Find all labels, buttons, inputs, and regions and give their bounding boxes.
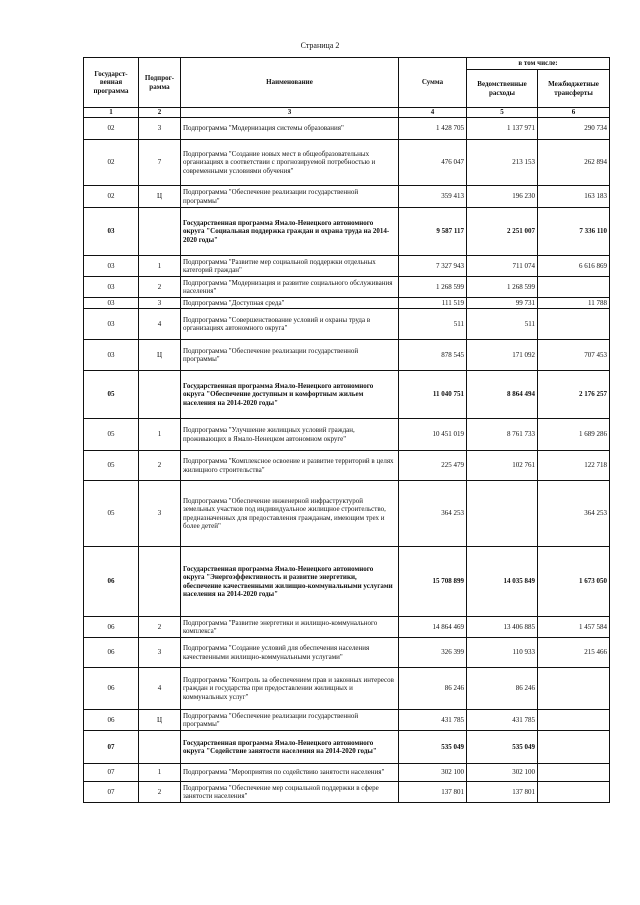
departmental-amount: 86 246 xyxy=(467,668,538,710)
departmental-amount: 535 049 xyxy=(467,731,538,764)
subprogram-code: 7 xyxy=(139,140,181,186)
transfer-amount: 1 457 584 xyxy=(538,617,610,638)
subprogram-code xyxy=(139,208,181,256)
departmental-amount: 137 801 xyxy=(467,782,538,803)
subprogram-row xyxy=(84,309,610,340)
item-name: Подпрограмма "Модернизация и развитие социального обслуживания населения" xyxy=(181,277,399,298)
transfer-amount: 7 336 110 xyxy=(538,208,610,256)
program-code: 07 xyxy=(84,764,139,782)
program-code: 06 xyxy=(84,547,139,617)
transfer-amount: 6 616 869 xyxy=(538,256,610,277)
subprogram-code xyxy=(139,547,181,617)
program-code: 06 xyxy=(84,617,139,638)
program-code: 07 xyxy=(84,731,139,764)
total-amount: 225 479 xyxy=(399,451,467,481)
header-sum: Сумма xyxy=(399,58,467,108)
item-name: Подпрограмма "Улучшение жилищных условий граждан, проживающих в Ямало-Ненецком автономном округе" xyxy=(181,419,399,451)
subprogram-row xyxy=(84,298,610,309)
departmental-amount: 171 092 xyxy=(467,340,538,371)
total-amount: 476 047 xyxy=(399,140,467,186)
item-name: Подпрограмма "Комплексное освоение и развитие территорий в целях жилищного строительства" xyxy=(181,451,399,481)
subprogram-row xyxy=(84,277,610,298)
transfer-amount xyxy=(538,710,610,731)
item-name: Подпрограмма "Модернизация системы образования" xyxy=(181,118,399,140)
item-name: Подпрограмма "Создание условий для обеспечения населения качественными жилищно-коммунальными услугами" xyxy=(181,638,399,668)
subprogram-code: 3 xyxy=(139,118,181,140)
subprogram-code: 2 xyxy=(139,782,181,803)
item-name: Подпрограмма "Контроль за обеспечением прав и законных интересов граждан и государства при предоставлении жилищных и коммунальных услуг" xyxy=(181,668,399,710)
total-amount: 15 708 899 xyxy=(399,547,467,617)
item-name: Подпрограмма "Создание новых мест в общеобразовательных организациях в соответствии с прогнозируемой потребностью и современными условиями обучения" xyxy=(181,140,399,186)
budget-table xyxy=(83,57,610,803)
subprogram-row xyxy=(84,638,610,668)
subprogram-code: Ц xyxy=(139,340,181,371)
total-amount: 7 327 943 xyxy=(399,256,467,277)
departmental-amount: 431 785 xyxy=(467,710,538,731)
item-name: Подпрограмма "Доступная среда" xyxy=(181,298,399,309)
subprogram-code: 1 xyxy=(139,419,181,451)
item-name: Подпрограмма "Развитие энергетики и жилищно-коммунального комплекса" xyxy=(181,617,399,638)
total-amount: 111 519 xyxy=(399,298,467,309)
subprogram-code: 3 xyxy=(139,638,181,668)
program-code: 02 xyxy=(84,118,139,140)
subprogram-row xyxy=(84,340,610,371)
total-amount: 14 864 469 xyxy=(399,617,467,638)
subprogram-row xyxy=(84,668,610,710)
transfer-amount xyxy=(538,668,610,710)
subprogram-code: 1 xyxy=(139,764,181,782)
departmental-amount: 2 251 007 xyxy=(467,208,538,256)
column-index: 6 xyxy=(538,108,610,118)
program-code: 05 xyxy=(84,481,139,547)
item-name: Подпрограмма "Мероприятия по содействию занятости населения" xyxy=(181,764,399,782)
item-name: Подпрограмма "Обеспечение реализации государственной программы" xyxy=(181,340,399,371)
header-subprogram: Подпрог-рамма xyxy=(139,58,181,108)
departmental-amount: 8 761 733 xyxy=(467,419,538,451)
total-amount: 1 428 705 xyxy=(399,118,467,140)
item-name: Подпрограмма "Совершенствование условий и охраны труда в организациях автономного округа" xyxy=(181,309,399,340)
total-amount: 302 100 xyxy=(399,764,467,782)
subprogram-row xyxy=(84,186,610,208)
header-including: в том числе: xyxy=(467,58,610,70)
transfer-amount xyxy=(538,309,610,340)
item-name: Государственная программа Ямало-Ненецкого автономного округа "Энергоэффективность и развитие энергетики, обеспечение качественными жилищно-коммунальными услугами населения на 2014-2020 годы" xyxy=(181,547,399,617)
total-amount: 511 xyxy=(399,309,467,340)
program-code: 02 xyxy=(84,140,139,186)
column-index: 3 xyxy=(181,108,399,118)
column-index: 5 xyxy=(467,108,538,118)
subprogram-row xyxy=(84,710,610,731)
page-number: Страница 2 xyxy=(300,41,340,50)
subprogram-code: 3 xyxy=(139,298,181,309)
header-name: Наименование xyxy=(181,58,399,108)
program-code: 07 xyxy=(84,782,139,803)
transfer-amount xyxy=(538,764,610,782)
header-program: Государст-венная программа xyxy=(84,58,139,108)
total-amount: 1 268 599 xyxy=(399,277,467,298)
item-name: Подпрограмма "Обеспечение реализации государственной программы" xyxy=(181,186,399,208)
total-amount: 9 587 117 xyxy=(399,208,467,256)
item-name: Государственная программа Ямало-Ненецкого автономного округа "Социальная поддержка граждан и охрана труда на 2014-2020 годы" xyxy=(181,208,399,256)
item-name: Подпрограмма "Обеспечение инженерной инфраструктурой земельных участков под индивидуальное жилищное строительство, предназначенных для предоставления гражданам, имеющим трех и более детей" xyxy=(181,481,399,547)
transfer-amount xyxy=(538,277,610,298)
departmental-amount: 1 137 971 xyxy=(467,118,538,140)
program-code: 03 xyxy=(84,256,139,277)
total-amount: 878 545 xyxy=(399,340,467,371)
table-body xyxy=(84,118,610,803)
subprogram-code: 2 xyxy=(139,617,181,638)
program-code: 03 xyxy=(84,309,139,340)
subprogram-row xyxy=(84,451,610,481)
transfer-amount: 1 673 050 xyxy=(538,547,610,617)
program-code: 02 xyxy=(84,186,139,208)
subprogram-code: 3 xyxy=(139,481,181,547)
departmental-amount: 511 xyxy=(467,309,538,340)
total-amount: 326 399 xyxy=(399,638,467,668)
program-code: 06 xyxy=(84,710,139,731)
departmental-amount xyxy=(467,481,538,547)
transfer-amount: 2 176 257 xyxy=(538,371,610,419)
subprogram-row xyxy=(84,419,610,451)
header-transfers: Межбюджетные трансферты xyxy=(538,70,610,108)
total-amount: 10 451 019 xyxy=(399,419,467,451)
total-amount: 535 049 xyxy=(399,731,467,764)
subprogram-code xyxy=(139,371,181,419)
subprogram-row xyxy=(84,118,610,140)
program-row xyxy=(84,208,610,256)
subprogram-code: 2 xyxy=(139,451,181,481)
program-row xyxy=(84,371,610,419)
column-index: 2 xyxy=(139,108,181,118)
transfer-amount xyxy=(538,731,610,764)
subprogram-code: Ц xyxy=(139,186,181,208)
item-name: Подпрограмма "Обеспечение мер социальной поддержки в сфере занятости населения" xyxy=(181,782,399,803)
subprogram-row xyxy=(84,256,610,277)
departmental-amount: 8 864 494 xyxy=(467,371,538,419)
item-name: Государственная программа Ямало-Ненецкого автономного округа "Обеспечение доступным и комфортным жильем населения на 2014-2020 годы" xyxy=(181,371,399,419)
departmental-amount: 110 933 xyxy=(467,638,538,668)
total-amount: 431 785 xyxy=(399,710,467,731)
subprogram-row xyxy=(84,617,610,638)
transfer-amount: 364 253 xyxy=(538,481,610,547)
subprogram-row xyxy=(84,764,610,782)
departmental-amount: 102 761 xyxy=(467,451,538,481)
program-code: 06 xyxy=(84,638,139,668)
item-name: Подпрограмма "Развитие мер социальной поддержки отдельных категорий граждан" xyxy=(181,256,399,277)
departmental-amount: 13 406 885 xyxy=(467,617,538,638)
transfer-amount: 707 453 xyxy=(538,340,610,371)
item-name: Подпрограмма "Обеспечение реализации государственной программы" xyxy=(181,710,399,731)
transfer-amount: 215 466 xyxy=(538,638,610,668)
total-amount: 86 246 xyxy=(399,668,467,710)
transfer-amount: 290 734 xyxy=(538,118,610,140)
program-code: 06 xyxy=(84,668,139,710)
program-code: 03 xyxy=(84,298,139,309)
transfer-amount xyxy=(538,782,610,803)
subprogram-row xyxy=(84,481,610,547)
column-index: 4 xyxy=(399,108,467,118)
program-row xyxy=(84,547,610,617)
transfer-amount: 262 894 xyxy=(538,140,610,186)
subprogram-code: 4 xyxy=(139,309,181,340)
departmental-amount: 302 100 xyxy=(467,764,538,782)
program-code: 05 xyxy=(84,371,139,419)
total-amount: 364 253 xyxy=(399,481,467,547)
departmental-amount: 196 230 xyxy=(467,186,538,208)
subprogram-code xyxy=(139,731,181,764)
total-amount: 11 040 751 xyxy=(399,371,467,419)
departmental-amount: 1 268 599 xyxy=(467,277,538,298)
item-name: Государственная программа Ямало-Ненецкого автономного округа "Содействие занятости населения на 2014-2020 годы" xyxy=(181,731,399,764)
subprogram-row xyxy=(84,140,610,186)
subprogram-code: Ц xyxy=(139,710,181,731)
departmental-amount: 14 035 849 xyxy=(467,547,538,617)
total-amount: 137 801 xyxy=(399,782,467,803)
column-index: 1 xyxy=(84,108,139,118)
program-row xyxy=(84,731,610,764)
departmental-amount: 711 074 xyxy=(467,256,538,277)
program-code: 05 xyxy=(84,451,139,481)
program-code: 03 xyxy=(84,208,139,256)
subprogram-code: 4 xyxy=(139,668,181,710)
subprogram-code: 2 xyxy=(139,277,181,298)
program-code: 03 xyxy=(84,340,139,371)
transfer-amount: 11 788 xyxy=(538,298,610,309)
program-code: 05 xyxy=(84,419,139,451)
departmental-amount: 99 731 xyxy=(467,298,538,309)
transfer-amount: 1 689 286 xyxy=(538,419,610,451)
transfer-amount: 122 718 xyxy=(538,451,610,481)
subprogram-row xyxy=(84,782,610,803)
departmental-amount: 213 153 xyxy=(467,140,538,186)
subprogram-code: 1 xyxy=(139,256,181,277)
header-departmental: Ведомственные расходы xyxy=(467,70,538,108)
total-amount: 359 413 xyxy=(399,186,467,208)
program-code: 03 xyxy=(84,277,139,298)
transfer-amount: 163 183 xyxy=(538,186,610,208)
